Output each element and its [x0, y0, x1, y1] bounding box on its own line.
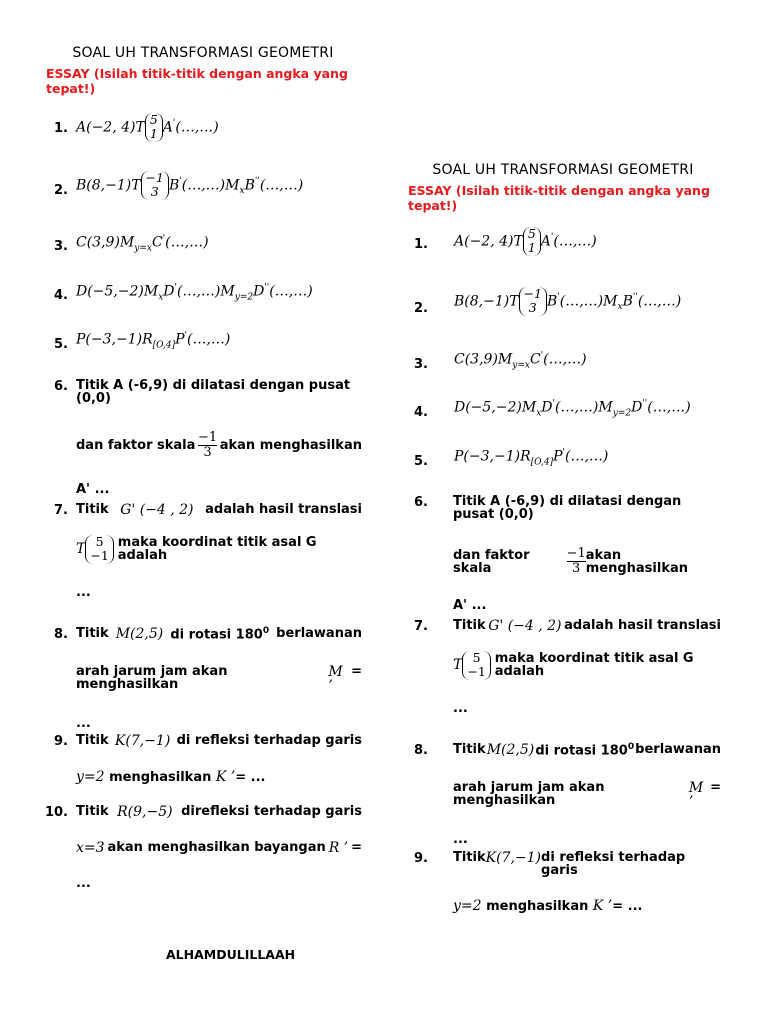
question-text: Titik R(9,−5) direfleksi terhadap garis x=3 akan menghasilkan bayangan R ’ = ... — [76, 804, 362, 891]
question-number: 2. — [54, 183, 68, 198]
question-number: 1. — [414, 237, 428, 252]
question-number: 9. — [54, 734, 68, 749]
question-number: 6. — [414, 495, 428, 510]
question-text: A(−2, 4)T 5 1 A'(…,…) — [76, 112, 219, 142]
question-text: Titik M(2,5) di rotasi $180^0$ berlawanan arah jarum jam akan menghasilkan M ’ = ... — [76, 626, 362, 732]
question-number: 4. — [414, 405, 428, 420]
text-line: A' ... — [76, 481, 110, 497]
scale-fraction: $\frac{-1}{3}$ — [197, 430, 218, 461]
question-number: 7. — [414, 619, 428, 634]
question-text: Titik G' (−4 , 2) adalah hasil translasi T 5 −1 maka koordinat titik asal G adalah ... — [76, 502, 362, 600]
question-number: 6. — [54, 379, 68, 394]
question-text: Titik A (-6,9) di dilatasi dengan pusat (0,0) dan faktor skala $\frac{-1}{3}$ akan menghasilkan A' ... — [453, 494, 688, 613]
question-text: A(−2, 4)T 5 1 A'(…,…) — [454, 226, 597, 256]
page-subtitle: ESSAY (Isilah titik-titik dengan angka yang tepat!) — [46, 66, 348, 96]
page-title: SOAL UH TRANSFORMASI GEOMETRI — [432, 162, 694, 178]
footer-text: ALHAMDULILLAAH — [166, 947, 296, 962]
question-text: B(8,−1)T −1 3 $B'(\dots,\dots)M_xB''(\dots,\dots)$ — [454, 286, 682, 316]
question-text — [76, 379, 362, 496]
question-number: 5. — [54, 337, 68, 352]
question-number: 7. — [54, 503, 68, 518]
page-subtitle: ESSAY (Isilah titik-titik dengan angka yang tepat!) — [408, 183, 710, 213]
page-title: SOAL UH TRANSFORMASI GEOMETRI — [72, 45, 334, 61]
question-number: 10. — [44, 805, 68, 820]
question-text: $D(-5,-2)M_xD'(\dots,\dots)M_{y=2}D''(\dots,\dots)$ — [76, 283, 313, 303]
question-text: $P(-3,-1)R_{[O,4]}P'(\dots,\dots)$ — [454, 448, 609, 468]
question-text: $D(-5,-2)M_xD'(\dots,\dots)M_{y=2}D''(\dots,\dots)$ — [454, 399, 691, 419]
question-text: Titik K(7,−1) di refleksi terhadap garis y=2 menghasilkan K ’= ... — [76, 733, 362, 785]
scale-fraction: $\frac{-1}{3}$ — [566, 546, 586, 577]
question-text: Titik K(7,−1) di refleksi terhadap garis y=2 menghasilkan K ’= ... — [453, 850, 686, 914]
question-text: Titik G' (−4 , 2) adalah hasil translasi T 5 −1 maka koordinat titik asal G adalah ... — [453, 618, 721, 716]
question-number: 2. — [414, 301, 428, 316]
question-text: $C(3,9)M_{y=x}C'(\dots,\dots)$ — [454, 351, 587, 371]
question-number: 3. — [414, 357, 428, 372]
text-line: akan menghasilkan — [219, 438, 362, 454]
text-line: dan faktor skala — [76, 438, 196, 454]
question-text: $C(3,9)M_{y=x}C'(\dots,\dots)$ — [76, 234, 209, 254]
question-number: 8. — [414, 743, 428, 758]
question-number: 9. — [414, 851, 428, 866]
question-number: 1. — [54, 121, 68, 136]
question-number: 3. — [54, 239, 68, 254]
question-text: B(8,−1)T −1 3 $B'(\dots,\dots)M_xB''(\dots,\dots)$ — [76, 170, 304, 200]
text-line: Titik A (-6,9) di dilatasi dengan pusat (0,0) — [76, 378, 351, 406]
question-number: 5. — [414, 454, 428, 469]
question-text: $P(-3,-1)R_{[O,4]}P'(\dots,\dots)$ — [76, 331, 231, 351]
question-number: 4. — [54, 288, 68, 303]
question-text: Titik M(2,5) di rotasi $180^0$ berlawanan arah jarum jam akan menghasilkan M ’ = ... — [453, 742, 721, 848]
question-number: 8. — [54, 627, 68, 642]
